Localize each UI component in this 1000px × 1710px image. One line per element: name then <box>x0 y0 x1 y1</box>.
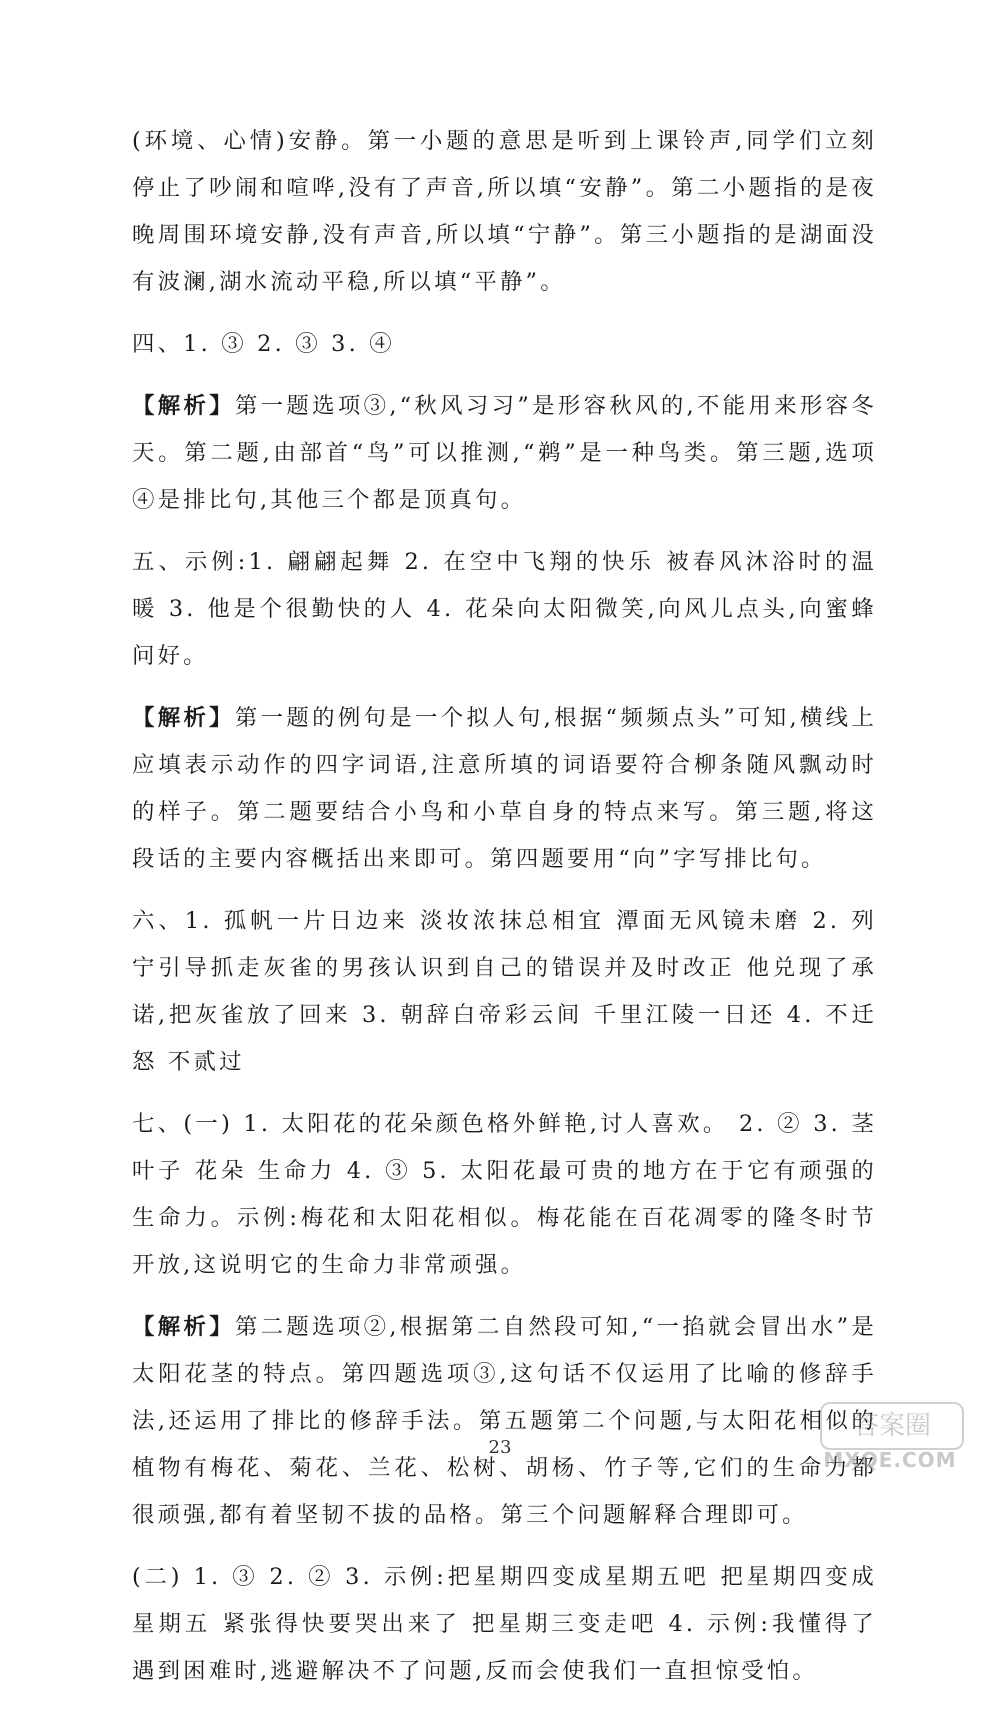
paragraph-text: 四、1. ③ 2. ③ 3. ④ <box>132 331 395 357</box>
watermark-logo: 答案圈 <box>820 1402 964 1450</box>
paragraph-text: 第一题的例句是一个拟人句,根据“频频点头”可知,横线上应填表示动作的四字词语,注意所填的词语要符合柳条随风飘动时的样子。第二题要结合小鸟和小草自身的特点来写。第三题,将这段话的主要内容概括出来即可。第四题要用“向”字写排比句。 <box>132 705 877 872</box>
page-number: 23 <box>488 1437 512 1458</box>
paragraph-text: 第一题选项③,“秋风习习”是形容秋风的,不能用来形容冬天。第二题,由部首“鸟”可以推测,“鹈”是一种鸟类。第三题,选项④是排比句,其他三个都是顶真句。 <box>132 393 877 513</box>
paragraph-section-7-part-1-analysis <box>132 1304 877 1539</box>
paragraph-section-7-part-1-answers <box>132 1101 877 1289</box>
paragraph-text: 七、(一) 1. 太阳花的花朵颜色格外鲜艳,讨人喜欢。 2. ② 3. 茎叶子 花朵 生命力 4. ③ 5. 太阳花最可贵的地方在于它有顽强的生命力。示例:梅花和太阳花相似。梅花能在百花凋零的隆冬时节开放,这说明它的生命力非常顽强。 <box>132 1111 877 1278</box>
paragraph-section-4-analysis <box>132 383 877 524</box>
paragraph-section-6-answers <box>132 898 877 1086</box>
watermark-url: MXQE.COM <box>823 1448 957 1472</box>
paragraph-section-5-analysis <box>132 695 877 883</box>
paragraph-section-4-answers <box>132 321 877 368</box>
paragraph-section-7-part-2-answers <box>132 1554 877 1695</box>
answer-text-block <box>132 118 877 1710</box>
paragraph-text: 六、1. 孤帆一片日边来 淡妆浓抹总相宜 潭面无风镜未磨 2. 列宁引导抓走灰雀的男孩认识到自己的错误并及时改正 他兑现了承诺,把灰雀放了回来 3. 朝辞白帝彩云间 千里江陵一日还 4. 不迁怒 不贰过 <box>132 908 877 1075</box>
analysis-tag: 【解析】 <box>132 393 235 419</box>
paragraph-text: (环境、心情)安静。第一小题的意思是听到上课铃声,同学们立刻停止了吵闹和喧哗,没有了声音,所以填“安静”。第二小题指的是夜晚周围环境安静,没有声音,所以填“宁静”。第三小题指的是湖面没有波澜,湖水流动平稳,所以填“平静”。 <box>132 128 877 295</box>
paragraph-text: 五、示例:1. 翩翩起舞 2. 在空中飞翔的快乐 被春风沐浴时的温暖 3. 他是个很勤快的人 4. 花朵向太阳微笑,向风儿点头,向蜜蜂问好。 <box>132 549 877 669</box>
analysis-tag: 【解析】 <box>132 1314 235 1340</box>
analysis-tag: 【解析】 <box>132 705 235 731</box>
paragraph-text: 第二题选项②,根据第二自然段可知,“一掐就会冒出水”是太阳花茎的特点。第四题选项③,这句话不仅运用了比喻的修辞手法,还运用了排比的修辞手法。第五题第二个问题,与太阳花相似的植物有梅花、菊花、兰花、松树、胡杨、竹子等,它们的生命力都很顽强,都有着坚韧不拔的品格。第三个问题解释合理即可。 <box>132 1314 877 1528</box>
watermark <box>820 1402 960 1472</box>
paragraph-section-5-answers <box>132 539 877 680</box>
paragraph-text: (二) 1. ③ 2. ② 3. 示例:把星期四变成星期五吧 把星期四变成星期五 紧张得快要哭出来了 把星期三变走吧 4. 示例:我懂得了遇到困难时,逃避解决不了问题,反而会使我们一直担惊受怕。 <box>132 1564 877 1684</box>
paragraph-3-explanation-tail <box>132 118 877 306</box>
